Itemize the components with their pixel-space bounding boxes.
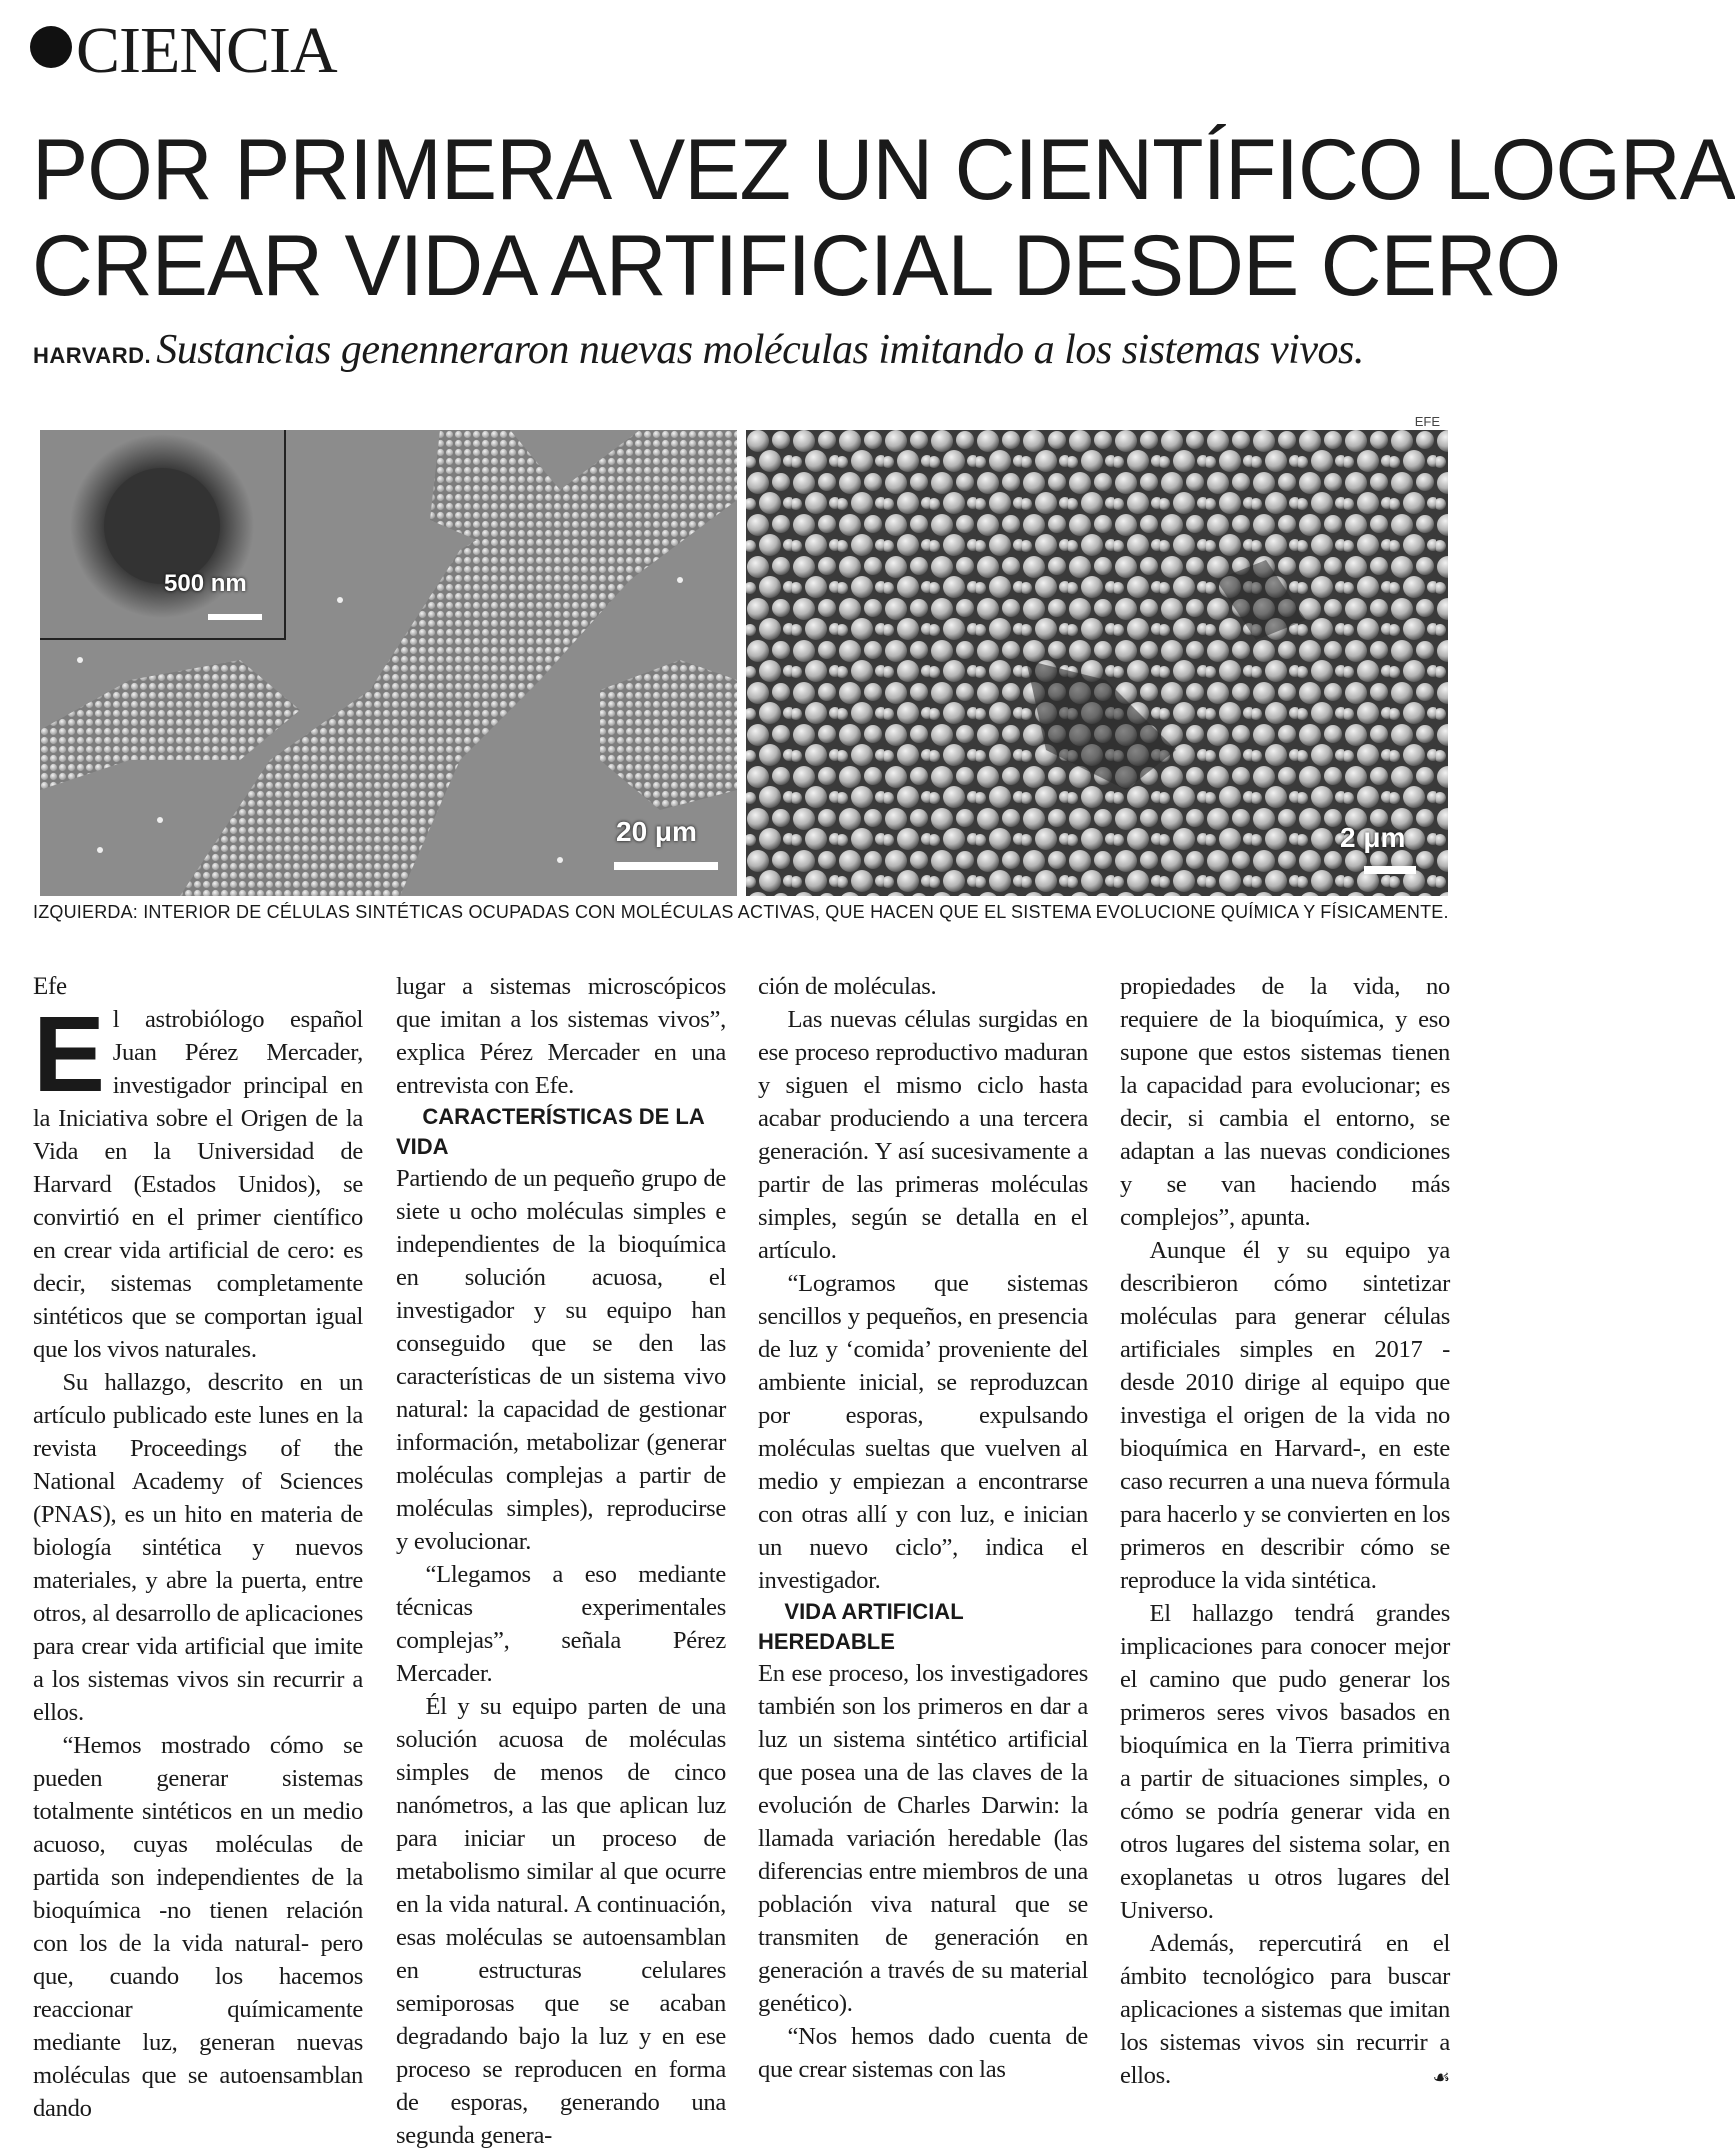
article-paragraph: ción de moléculas.: [758, 973, 937, 1000]
end-mark-icon: ☙: [1432, 2065, 1450, 2089]
subhead-kicker: HARVARD.: [33, 343, 152, 368]
right-scale-bar: [1364, 866, 1416, 874]
article-paragraph: Él y su equipo parten de una solución acuosa de moléculas simples de menos de cinco nanómetros, a las que aplican luz para iniciar un proceso de metabolismo similar al que ocurre en la vida natural. A continuación, esas moléculas se autoensamblan en estructuras celulares semiporosas que se acaban degradando bajo la luz y en ese proceso se reproducen en forma de esporas, generando una segunda genera-: [396, 1693, 726, 2149]
section-subtitle: VIDA ARTIFICIAL HEREDABLE: [758, 1599, 964, 1654]
article-column-4: [1120, 970, 1450, 2094]
article-paragraph: Además, repercutirá en el ámbito tecnológico para buscar aplicaciones a sistemas que imitan los sistemas vivos sin recurrir a ellos. ☙: [1120, 1927, 1450, 2092]
article-paragraph: Aunque él y su equipo ya describieron cómo sintetizar moléculas para generar células artificiales simples en 2017 - desde 2010 dirige al equipo que investiga el origen de la vida no bioquímica en Harvard-, en este caso recurren a una nueva fórmula para hacerlo y se convierten en los primeros en describir cómo se reproduce la vida sintética.: [1120, 1237, 1450, 1594]
article-paragraph: lugar a sistemas microscópicos que imitan a los sistemas vivos”, explica Pérez Mercader en una entrevista con Efe.: [396, 973, 726, 1099]
photo-credit: EFE: [1414, 414, 1440, 429]
article-paragraph: En ese proceso, los investigadores también son los primeros en dar a luz un sistema sintético artificial que posea una de las claves de la evolución de Charles Darwin: la llamada variación heredable (las diferencias entre miembros de una población viva natural que se transmiten de generación en generación a través de su material genético).: [758, 1660, 1088, 2017]
article-column-1: [33, 970, 363, 2125]
article-paragraph: Su hallazgo, descrito en un artículo publicado este lunes en la revista Proceedings of the National Academy of Sciences (PNAS), es un hito en materia de biología sintética y nuevos materiales, y abre la puerta, entre otros, al desarrollo de aplicaciones para crear vida artificial que imite a los sistemas vivos sin recurrir a ellos.: [33, 1369, 363, 1726]
section-label: CIENCIA: [30, 18, 337, 84]
section-subtitle: CARACTERÍSTICAS DE LA VIDA: [396, 1104, 704, 1159]
article-paragraph: “Nos hemos dado cuenta de que crear sistemas con las: [758, 2023, 1088, 2083]
article-paragraph: “Llegamos a eso mediante técnicas experimentales complejas”, señala Pérez Mercader.: [396, 1561, 726, 1687]
inset-scale-bar: [208, 614, 262, 620]
left-scale-bar: [614, 862, 718, 870]
headline-line-1: POR PRIMERA VEZ UN CIENTÍFICO LOGRA: [32, 122, 1735, 218]
article-paragraph: “Hemos mostrado cómo se pueden generar sistemas totalmente sintéticos en un medio acuoso, cuyas moléculas de partida son independientes de la bioquímica -no tienen relación con los de la vida natural- pero que, cuando los hacemos reaccionar químicamente mediante luz, generan nuevas moléculas que se autoensamblan dando: [33, 1732, 363, 2122]
bullet-icon: [30, 26, 72, 68]
article-paragraph: “Logramos que sistemas sencillos y pequeños, en presencia de luz y ‘comida’ proveniente del ambiente inicial, se reproduzcan por esporas, expulsando moléculas sueltas que vuelven al medio y empiezan a encontrarse con otras allí y con luz, e inician un nuevo ciclo”, indica el investigador.: [758, 1270, 1088, 1594]
subhead-dek: Sustancias genenneraron nuevas moléculas imitando a los sistemas vivos.: [156, 327, 1364, 373]
article-column-3: [758, 970, 1088, 2086]
right-scale-label: 2 μm: [1340, 822, 1406, 853]
article-paragraph: Las nuevas células surgidas en ese proceso reproductivo maduran y siguen el mismo ciclo hasta acabar produciendo a una tercera generación. Y así sucesivamente a partir de las primeras moléculas simples, según se detalla en el artículo.: [758, 1006, 1088, 1264]
headline-line-2: CREAR VIDA ARTIFICIAL DESDE CERO: [32, 218, 1561, 314]
left-scale-label: 20 μm: [616, 816, 697, 847]
micrograph-left: [40, 430, 737, 896]
subhead: [33, 326, 1433, 374]
dropcap: E: [33, 993, 105, 1114]
micrograph-inset: [40, 430, 286, 640]
headline: [32, 122, 1735, 314]
byline: Efe: [33, 973, 67, 1000]
photo-caption: IZQUIERDA: INTERIOR DE CÉLULAS SINTÉTICAS OCUPADAS CON MOLÉCULAS ACTIVAS, QUE HACEN QUE EL SISTEMA EVOLUCIONE QUÍMICA Y FÍSICAMENTE.: [33, 902, 1449, 922]
article-paragraph: Partiendo de un pequeño grupo de siete u ocho moléculas simples e independientes de la bioquímica en solución acuosa, el investigador y su equipo han conseguido que se den las características de un sistema vivo natural: la capacidad de gestionar información, metabolizar (generar moléculas complejas a partir de moléculas simples), reproducirse y evolucionar.: [396, 1165, 726, 1555]
article-column-2: [396, 970, 726, 2152]
article-paragraph: propiedades de la vida, no requiere de la bioquímica, y eso supone que estos sistemas tienen la capacidad para evolucionar; es decir, si cambia el entorno, se adaptan a las nuevas condiciones y se van haciendo más complejos”, apunta.: [1120, 973, 1450, 1231]
micrograph-right: [746, 430, 1448, 896]
inset-cell-image: [40, 430, 284, 638]
inset-scale-label: 500 nm: [164, 570, 247, 597]
article-paragraph: El astrobiólogo español Juan Pérez Mercader, investigador principal en la Iniciativa sobre el Origen de la Vida en la Universidad de Harvard (Estados Unidos), se convirtió en el primer científico en crear vida artificial de cero: es decir, sistemas completamente sintéticos que se comportan igual que los vivos naturales.: [33, 993, 363, 1363]
article-paragraph: El hallazgo tendrá grandes implicaciones para conocer mejor el camino que pudo generar los primeros seres vivos basados en bioquímica en la Tierra primitiva a partir de situaciones simples, o cómo se podría generar vida en otros lugares del sistema solar, en exoplanetas u otros lugares del Universo.: [1120, 1600, 1450, 1924]
